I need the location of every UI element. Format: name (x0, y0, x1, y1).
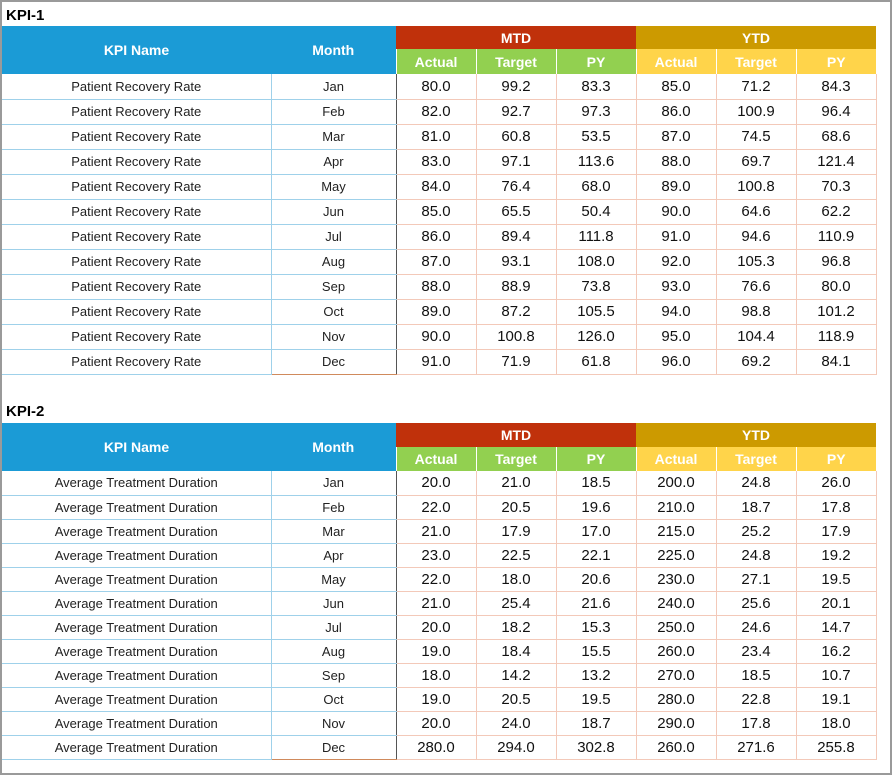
ytd-py-cell[interactable]: 62.2 (796, 199, 876, 224)
month-cell[interactable]: Jan (271, 74, 396, 99)
month-cell[interactable]: Jul (271, 615, 396, 639)
ytd-py-cell[interactable]: 19.1 (796, 687, 876, 711)
month-cell[interactable]: Oct (271, 299, 396, 324)
ytd-py-cell[interactable]: 84.3 (796, 74, 876, 99)
ytd-target-cell[interactable]: 18.7 (716, 495, 796, 519)
ytd-py-cell[interactable]: 96.4 (796, 99, 876, 124)
mtd-header[interactable]: MTD (396, 26, 636, 49)
mtd-actual-cell[interactable]: 23.0 (396, 543, 476, 567)
table-row (2, 74, 876, 99)
mtd-target-cell[interactable]: 18.2 (476, 615, 556, 639)
ytd-py-header[interactable]: PY (796, 447, 876, 471)
ytd-actual-cell[interactable]: 92.0 (636, 249, 716, 274)
mtd-target-cell[interactable]: 60.8 (476, 124, 556, 149)
table-row (2, 639, 876, 663)
table-row (2, 615, 876, 639)
mtd-target-cell[interactable]: 18.4 (476, 639, 556, 663)
month-cell[interactable]: Aug (271, 639, 396, 663)
table-row (2, 663, 876, 687)
table-row (2, 591, 876, 615)
ytd-target-cell[interactable]: 74.5 (716, 124, 796, 149)
ytd-actual-cell[interactable]: 240.0 (636, 591, 716, 615)
mtd-py-cell[interactable]: 97.3 (556, 99, 636, 124)
ytd-target-cell[interactable]: 100.9 (716, 99, 796, 124)
ytd-py-cell[interactable]: 14.7 (796, 615, 876, 639)
table-row (2, 274, 876, 299)
month-cell[interactable]: Nov (271, 711, 396, 735)
ytd-actual-cell[interactable]: 260.0 (636, 639, 716, 663)
kpi-name-cell[interactable]: Patient Recovery Rate (2, 324, 271, 349)
table-row (2, 249, 876, 274)
mtd-py-header[interactable]: PY (556, 49, 636, 74)
mtd-target-cell[interactable]: 100.8 (476, 324, 556, 349)
kpi-name-cell[interactable]: Average Treatment Duration (2, 567, 271, 591)
ytd-actual-cell[interactable]: 270.0 (636, 663, 716, 687)
mtd-actual-cell[interactable]: 90.0 (396, 324, 476, 349)
ytd-actual-cell[interactable]: 91.0 (636, 224, 716, 249)
mtd-target-cell[interactable]: 99.2 (476, 74, 556, 99)
mtd-target-cell[interactable]: 22.5 (476, 543, 556, 567)
mtd-actual-cell[interactable]: 81.0 (396, 124, 476, 149)
table-row (2, 299, 876, 324)
ytd-actual-cell[interactable]: 290.0 (636, 711, 716, 735)
ytd-py-cell[interactable]: 70.3 (796, 174, 876, 199)
ytd-py-header[interactable]: PY (796, 49, 876, 74)
ytd-py-cell[interactable]: 121.4 (796, 149, 876, 174)
mtd-target-cell[interactable]: 21.0 (476, 471, 556, 495)
kpi-name-header[interactable]: KPI Name (2, 26, 271, 74)
mtd-actual-cell[interactable]: 87.0 (396, 249, 476, 274)
ytd-target-cell[interactable]: 76.6 (716, 274, 796, 299)
mtd-py-cell[interactable]: 302.8 (556, 735, 636, 759)
mtd-header[interactable]: MTD (396, 423, 636, 447)
mtd-target-cell[interactable]: 92.7 (476, 99, 556, 124)
ytd-py-cell[interactable]: 84.1 (796, 349, 876, 374)
mtd-actual-cell[interactable]: 82.0 (396, 99, 476, 124)
mtd-target-cell[interactable]: 24.0 (476, 711, 556, 735)
ytd-actual-cell[interactable]: 215.0 (636, 519, 716, 543)
mtd-target-cell[interactable]: 87.2 (476, 299, 556, 324)
kpi-name-cell[interactable]: Average Treatment Duration (2, 543, 271, 567)
month-cell[interactable]: Oct (271, 687, 396, 711)
ytd-target-cell[interactable]: 18.5 (716, 663, 796, 687)
ytd-actual-cell[interactable]: 95.0 (636, 324, 716, 349)
table-row (2, 99, 876, 124)
table-row (2, 567, 876, 591)
ytd-target-header[interactable]: Target (716, 49, 796, 74)
mtd-actual-cell[interactable]: 83.0 (396, 149, 476, 174)
mtd-target-cell[interactable]: 20.5 (476, 687, 556, 711)
month-cell[interactable]: Jul (271, 224, 396, 249)
ytd-actual-cell[interactable]: 210.0 (636, 495, 716, 519)
mtd-target-cell[interactable]: 65.5 (476, 199, 556, 224)
mtd-py-cell[interactable]: 73.8 (556, 274, 636, 299)
month-cell[interactable]: Mar (271, 124, 396, 149)
ytd-actual-cell[interactable]: 94.0 (636, 299, 716, 324)
kpi-1-table (2, 26, 877, 375)
mtd-actual-cell[interactable]: 85.0 (396, 199, 476, 224)
kpi-name-cell[interactable]: Average Treatment Duration (2, 687, 271, 711)
table-row (2, 174, 876, 199)
table-row (2, 124, 876, 149)
kpi-2-title: KPI-2 (6, 403, 45, 420)
ytd-header[interactable]: YTD (636, 26, 876, 49)
table-row (2, 735, 876, 759)
mtd-actual-cell[interactable]: 86.0 (396, 224, 476, 249)
kpi-2-table (2, 423, 877, 760)
ytd-actual-cell[interactable]: 89.0 (636, 174, 716, 199)
table-row (2, 149, 876, 174)
mtd-target-cell[interactable]: 25.4 (476, 591, 556, 615)
ytd-target-cell[interactable]: 71.2 (716, 74, 796, 99)
mtd-target-cell[interactable]: 14.2 (476, 663, 556, 687)
mtd-target-cell[interactable]: 97.1 (476, 149, 556, 174)
ytd-actual-cell[interactable]: 85.0 (636, 74, 716, 99)
month-cell[interactable]: Jun (271, 591, 396, 615)
mtd-py-cell[interactable]: 111.8 (556, 224, 636, 249)
kpi-name-cell[interactable]: Average Treatment Duration (2, 471, 271, 495)
ytd-py-cell[interactable]: 17.8 (796, 495, 876, 519)
mtd-actual-cell[interactable]: 19.0 (396, 687, 476, 711)
mtd-py-cell[interactable]: 53.5 (556, 124, 636, 149)
kpi-name-cell[interactable]: Average Treatment Duration (2, 519, 271, 543)
ytd-actual-header[interactable]: Actual (636, 447, 716, 471)
ytd-actual-cell[interactable]: 280.0 (636, 687, 716, 711)
mtd-actual-cell[interactable]: 280.0 (396, 735, 476, 759)
ytd-py-cell[interactable]: 16.2 (796, 639, 876, 663)
ytd-actual-cell[interactable]: 93.0 (636, 274, 716, 299)
kpi-name-cell[interactable]: Patient Recovery Rate (2, 274, 271, 299)
mtd-target-cell[interactable]: 18.0 (476, 567, 556, 591)
mtd-actual-header[interactable]: Actual (396, 49, 476, 74)
month-cell[interactable]: Aug (271, 249, 396, 274)
mtd-py-cell[interactable]: 113.6 (556, 149, 636, 174)
ytd-target-cell[interactable]: 23.4 (716, 639, 796, 663)
ytd-target-cell[interactable]: 27.1 (716, 567, 796, 591)
month-cell[interactable]: Jan (271, 471, 396, 495)
mtd-actual-cell[interactable]: 20.0 (396, 615, 476, 639)
ytd-py-cell[interactable]: 26.0 (796, 471, 876, 495)
ytd-py-cell[interactable]: 18.0 (796, 711, 876, 735)
ytd-target-cell[interactable]: 24.8 (716, 543, 796, 567)
month-cell[interactable]: Feb (271, 99, 396, 124)
kpi-name-cell[interactable]: Patient Recovery Rate (2, 149, 271, 174)
mtd-target-cell[interactable]: 88.9 (476, 274, 556, 299)
mtd-actual-cell[interactable]: 91.0 (396, 349, 476, 374)
mtd-target-header[interactable]: Target (476, 447, 556, 471)
mtd-actual-header[interactable]: Actual (396, 447, 476, 471)
table-row (2, 199, 876, 224)
mtd-py-cell[interactable]: 22.1 (556, 543, 636, 567)
ytd-py-cell[interactable]: 110.9 (796, 224, 876, 249)
kpi-name-cell[interactable]: Average Treatment Duration (2, 663, 271, 687)
ytd-py-cell[interactable]: 19.2 (796, 543, 876, 567)
mtd-actual-cell[interactable]: 84.0 (396, 174, 476, 199)
ytd-actual-cell[interactable]: 225.0 (636, 543, 716, 567)
month-cell[interactable]: Jun (271, 199, 396, 224)
mtd-actual-cell[interactable]: 21.0 (396, 519, 476, 543)
kpi-name-cell[interactable]: Average Treatment Duration (2, 711, 271, 735)
month-cell[interactable]: Dec (271, 349, 396, 374)
table-row (2, 224, 876, 249)
kpi-name-cell[interactable]: Average Treatment Duration (2, 735, 271, 759)
ytd-actual-cell[interactable]: 96.0 (636, 349, 716, 374)
mtd-py-cell[interactable]: 15.5 (556, 639, 636, 663)
table-row (2, 711, 876, 735)
ytd-target-cell[interactable]: 69.7 (716, 149, 796, 174)
mtd-target-cell[interactable]: 76.4 (476, 174, 556, 199)
mtd-actual-cell[interactable]: 19.0 (396, 639, 476, 663)
ytd-py-cell[interactable]: 255.8 (796, 735, 876, 759)
month-header[interactable]: Month (271, 423, 396, 471)
month-cell[interactable]: Feb (271, 495, 396, 519)
mtd-py-cell[interactable]: 13.2 (556, 663, 636, 687)
mtd-actual-cell[interactable]: 22.0 (396, 567, 476, 591)
mtd-target-cell[interactable]: 294.0 (476, 735, 556, 759)
month-cell[interactable]: Apr (271, 543, 396, 567)
month-cell[interactable]: Sep (271, 663, 396, 687)
mtd-py-cell[interactable]: 19.6 (556, 495, 636, 519)
mtd-py-cell[interactable]: 18.5 (556, 471, 636, 495)
mtd-py-cell[interactable]: 18.7 (556, 711, 636, 735)
month-cell[interactable]: May (271, 174, 396, 199)
mtd-target-cell[interactable]: 71.9 (476, 349, 556, 374)
month-cell[interactable]: May (271, 567, 396, 591)
ytd-py-cell[interactable]: 10.7 (796, 663, 876, 687)
ytd-py-cell[interactable]: 20.1 (796, 591, 876, 615)
table-row (2, 324, 876, 349)
ytd-py-cell[interactable]: 80.0 (796, 274, 876, 299)
mtd-actual-cell[interactable]: 22.0 (396, 495, 476, 519)
kpi-name-cell[interactable]: Patient Recovery Rate (2, 74, 271, 99)
month-cell[interactable]: Apr (271, 149, 396, 174)
ytd-target-header[interactable]: Target (716, 447, 796, 471)
mtd-py-cell[interactable]: 20.6 (556, 567, 636, 591)
kpi-name-cell[interactable]: Patient Recovery Rate (2, 299, 271, 324)
ytd-target-cell[interactable]: 22.8 (716, 687, 796, 711)
month-cell[interactable]: Mar (271, 519, 396, 543)
table-row (2, 471, 876, 495)
ytd-py-cell[interactable]: 96.8 (796, 249, 876, 274)
ytd-actual-header[interactable]: Actual (636, 49, 716, 74)
ytd-target-cell[interactable]: 105.3 (716, 249, 796, 274)
ytd-py-cell[interactable]: 68.6 (796, 124, 876, 149)
mtd-py-cell[interactable]: 19.5 (556, 687, 636, 711)
month-cell[interactable]: Sep (271, 274, 396, 299)
kpi-name-cell[interactable]: Average Treatment Duration (2, 591, 271, 615)
table-row (2, 543, 876, 567)
month-cell[interactable]: Nov (271, 324, 396, 349)
kpi-name-cell[interactable]: Patient Recovery Rate (2, 124, 271, 149)
mtd-target-cell[interactable]: 89.4 (476, 224, 556, 249)
ytd-py-cell[interactable]: 17.9 (796, 519, 876, 543)
mtd-actual-cell[interactable]: 88.0 (396, 274, 476, 299)
table-row (2, 349, 876, 374)
ytd-py-cell[interactable]: 118.9 (796, 324, 876, 349)
kpi-name-cell[interactable]: Patient Recovery Rate (2, 199, 271, 224)
ytd-target-cell[interactable]: 94.6 (716, 224, 796, 249)
mtd-actual-cell[interactable]: 20.0 (396, 711, 476, 735)
mtd-py-cell[interactable]: 105.5 (556, 299, 636, 324)
kpi-name-cell[interactable]: Average Treatment Duration (2, 639, 271, 663)
ytd-actual-cell[interactable]: 230.0 (636, 567, 716, 591)
kpi-name-header[interactable]: KPI Name (2, 423, 271, 471)
kpi-1-title: KPI-1 (6, 7, 45, 24)
mtd-actual-cell[interactable]: 80.0 (396, 74, 476, 99)
kpi-name-cell[interactable]: Patient Recovery Rate (2, 174, 271, 199)
ytd-target-cell[interactable]: 64.6 (716, 199, 796, 224)
table-row (2, 495, 876, 519)
ytd-actual-cell[interactable]: 250.0 (636, 615, 716, 639)
mtd-py-cell[interactable]: 68.0 (556, 174, 636, 199)
ytd-actual-cell[interactable]: 88.0 (636, 149, 716, 174)
mtd-actual-cell[interactable]: 89.0 (396, 299, 476, 324)
mtd-target-header[interactable]: Target (476, 49, 556, 74)
ytd-target-cell[interactable]: 25.2 (716, 519, 796, 543)
kpi-name-cell[interactable]: Average Treatment Duration (2, 615, 271, 639)
kpi-name-cell[interactable]: Patient Recovery Rate (2, 99, 271, 124)
month-header[interactable]: Month (271, 26, 396, 74)
mtd-py-cell[interactable]: 50.4 (556, 199, 636, 224)
mtd-py-cell[interactable]: 126.0 (556, 324, 636, 349)
mtd-actual-cell[interactable]: 18.0 (396, 663, 476, 687)
kpi-name-cell[interactable]: Patient Recovery Rate (2, 224, 271, 249)
ytd-target-cell[interactable]: 25.6 (716, 591, 796, 615)
ytd-target-cell[interactable]: 24.6 (716, 615, 796, 639)
mtd-py-header[interactable]: PY (556, 447, 636, 471)
mtd-target-cell[interactable]: 17.9 (476, 519, 556, 543)
mtd-py-cell[interactable]: 108.0 (556, 249, 636, 274)
ytd-target-cell[interactable]: 24.8 (716, 471, 796, 495)
month-cell[interactable]: Dec (271, 735, 396, 759)
ytd-actual-cell[interactable]: 260.0 (636, 735, 716, 759)
mtd-target-cell[interactable]: 93.1 (476, 249, 556, 274)
ytd-target-cell[interactable]: 271.6 (716, 735, 796, 759)
mtd-actual-cell[interactable]: 21.0 (396, 591, 476, 615)
ytd-actual-cell[interactable]: 86.0 (636, 99, 716, 124)
mtd-target-cell[interactable]: 20.5 (476, 495, 556, 519)
mtd-py-cell[interactable]: 17.0 (556, 519, 636, 543)
mtd-py-cell[interactable]: 61.8 (556, 349, 636, 374)
mtd-py-cell[interactable]: 21.6 (556, 591, 636, 615)
ytd-actual-cell[interactable]: 90.0 (636, 199, 716, 224)
table-row (2, 687, 876, 711)
ytd-py-cell[interactable]: 19.5 (796, 567, 876, 591)
mtd-actual-cell[interactable]: 20.0 (396, 471, 476, 495)
ytd-target-cell[interactable]: 104.4 (716, 324, 796, 349)
table-row (2, 519, 876, 543)
mtd-py-cell[interactable]: 83.3 (556, 74, 636, 99)
ytd-actual-cell[interactable]: 87.0 (636, 124, 716, 149)
ytd-target-cell[interactable]: 100.8 (716, 174, 796, 199)
kpi-name-cell[interactable]: Average Treatment Duration (2, 495, 271, 519)
ytd-header[interactable]: YTD (636, 423, 876, 447)
ytd-target-cell[interactable]: 69.2 (716, 349, 796, 374)
kpi-name-cell[interactable]: Patient Recovery Rate (2, 249, 271, 274)
ytd-py-cell[interactable]: 101.2 (796, 299, 876, 324)
ytd-actual-cell[interactable]: 200.0 (636, 471, 716, 495)
ytd-target-cell[interactable]: 98.8 (716, 299, 796, 324)
mtd-py-cell[interactable]: 15.3 (556, 615, 636, 639)
kpi-name-cell[interactable]: Patient Recovery Rate (2, 349, 271, 374)
ytd-target-cell[interactable]: 17.8 (716, 711, 796, 735)
